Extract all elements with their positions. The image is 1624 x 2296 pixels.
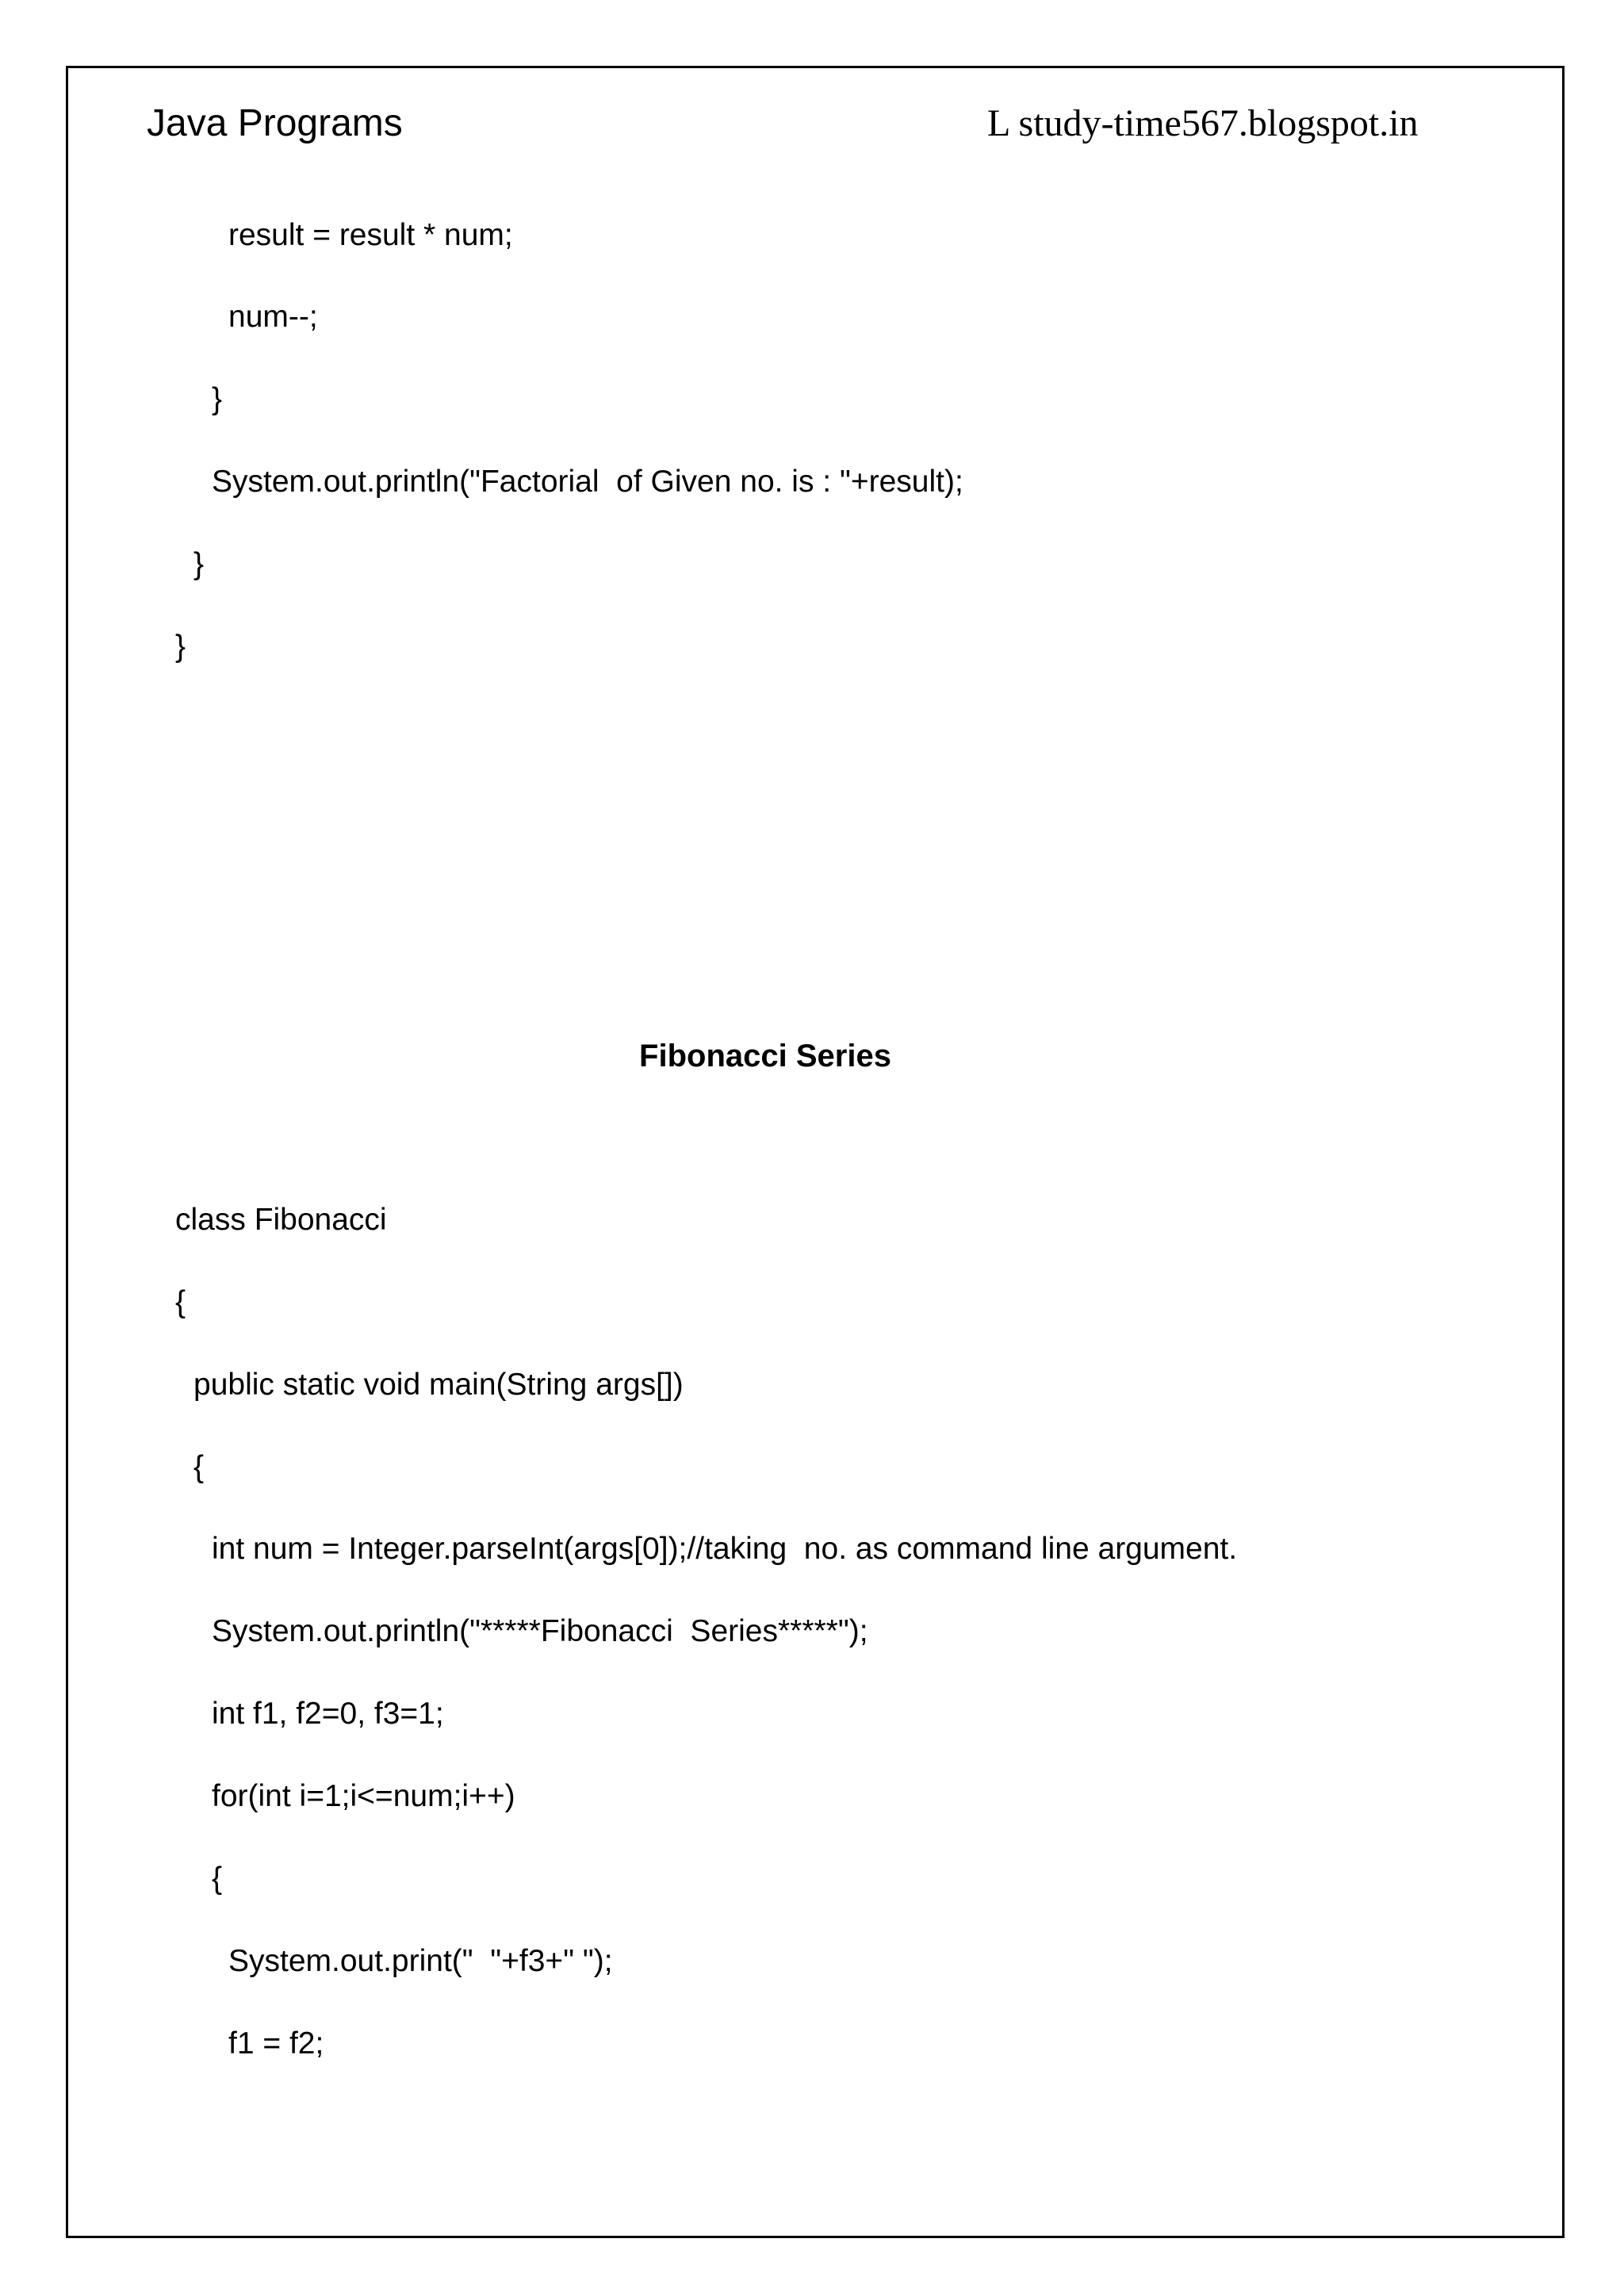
code-line: { [193,1450,205,1484]
section-title: Fibonacci Series [639,1039,891,1073]
code-line: System.out.println("*****Fibonacci Series*****"); [212,1614,868,1648]
code-line: int f1, f2=0, f3=1; [212,1697,444,1731]
code-line: } [193,547,205,581]
code-line: } [212,382,223,416]
code-line: System.out.println("Factorial of Given no. is : "+result); [212,465,963,499]
code-line: System.out.print(" "+f3+" "); [228,1944,613,1978]
header-title: Java Programs [147,102,403,144]
code-line: class Fibonacci [175,1203,387,1237]
code-line: int num = Integer.parseInt(args[0]);//taking no. as command line argument. [212,1532,1238,1566]
code-line: num--; [228,300,318,334]
page-border [66,66,1565,2238]
code-line: f1 = f2; [228,2026,324,2061]
code-line: } [175,629,186,664]
code-line: { [212,1862,223,1896]
code-line: result = result * num; [228,218,513,252]
header-blog-url: L study-time567.blogspot.in [987,102,1419,144]
code-line: for(int i=1;i<=num;i++) [212,1779,515,1813]
code-line: { [175,1285,186,1319]
code-line: public static void main(String args[]) [193,1368,684,1402]
